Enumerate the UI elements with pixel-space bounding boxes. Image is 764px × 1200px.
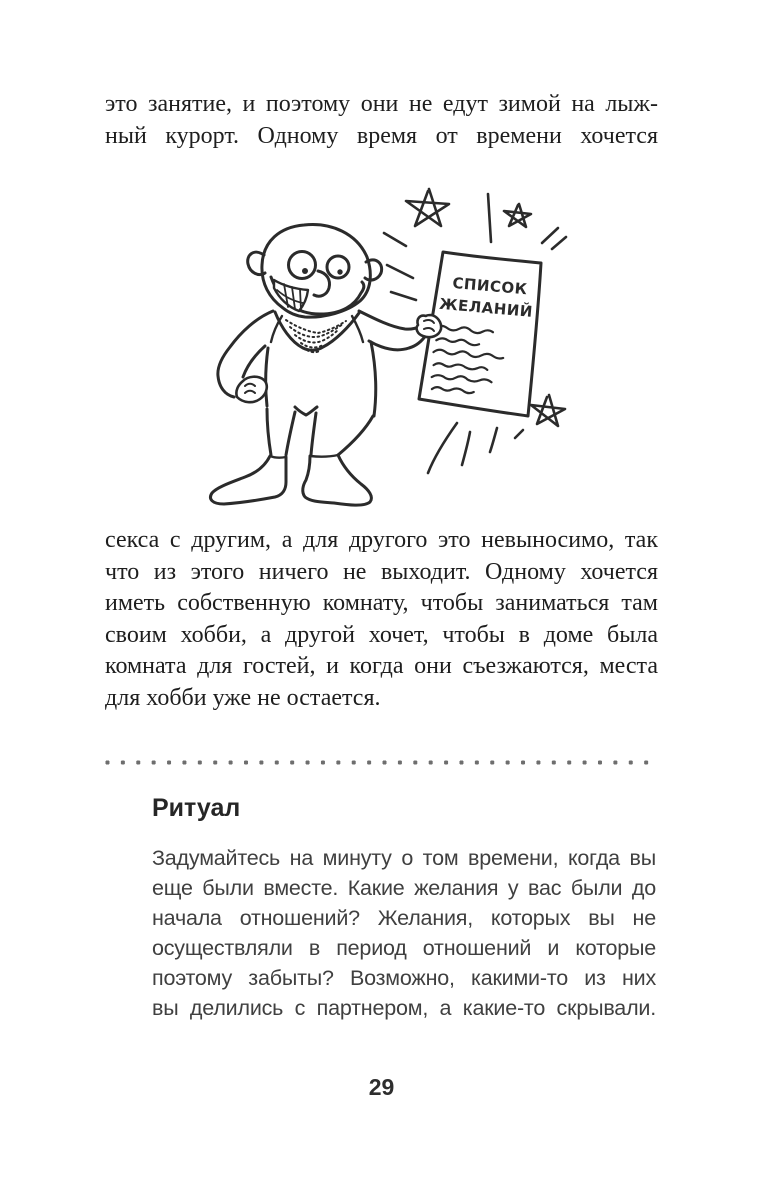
right-pupil (337, 269, 342, 274)
left-hand (236, 377, 266, 402)
ray (488, 194, 491, 242)
wish-list-illustration (185, 185, 620, 525)
text-line: иметь собственную комнату, чтобы заниматься там (105, 590, 658, 616)
text-line: для хобби уже не остается. (105, 684, 381, 711)
right-arm (369, 335, 426, 350)
ray (542, 228, 558, 243)
text-line: что из этого ничего не выходит. Одному хочется (105, 558, 658, 585)
star-icon (406, 189, 449, 226)
ritual-paragraph (152, 843, 656, 1023)
man-figure (211, 225, 442, 506)
ray (428, 423, 457, 473)
right-leg (338, 416, 373, 455)
ray (552, 237, 566, 249)
text-line: Задумайтесь на минуту о том времени, когда вы (152, 846, 656, 870)
text-line: своим хобби, а другой хочет, чтобы в доме была (105, 621, 658, 648)
text-line: вы делились с партнером, а какие-то скрывали. (152, 996, 656, 1020)
left-eye (289, 252, 316, 279)
left-arm (243, 346, 265, 377)
text-line: осуществляли в период отношений и которые (152, 936, 656, 960)
dotted-divider (105, 760, 658, 765)
left-boot (211, 456, 287, 504)
left-pupil (302, 268, 308, 274)
text-line: еще были вместе. Какие желания у вас были до (152, 876, 656, 900)
left-sock-line (270, 456, 286, 458)
singlet-strap (271, 316, 282, 342)
right-eye (327, 256, 349, 278)
right-sock-line (310, 455, 338, 457)
left-leg (286, 412, 295, 455)
text-line: поэтому забыты? Возможно, какими-то из них (152, 966, 656, 990)
sparkles-and-rays (384, 189, 566, 473)
star-icon (531, 395, 565, 426)
paragraph-middle (105, 525, 658, 714)
text-line: начала отношений? Желания, которых вы не (152, 906, 656, 930)
torso (266, 348, 268, 406)
text-line: ный курорт. Одному время от времени хочется (105, 122, 658, 149)
ray (515, 430, 523, 438)
right-boot (303, 455, 372, 505)
poster-title-line1: СПИСОК (451, 273, 529, 299)
wish-list-illustration-svg (185, 185, 620, 525)
text-line: секса с другим, а для другого это невыносимо, так (105, 527, 658, 553)
torso (371, 342, 376, 416)
ritual-section (152, 793, 656, 1023)
poster-title (439, 273, 536, 321)
right-hand (417, 315, 442, 337)
star-icon (504, 204, 531, 227)
singlet-strap (352, 316, 363, 342)
left-leg (267, 409, 271, 455)
crotch (295, 407, 317, 415)
ritual-heading: Ритуал (152, 794, 241, 822)
ray (384, 233, 406, 246)
ray (391, 292, 416, 300)
paragraph-top (105, 89, 658, 152)
poster-title-line2: ЖЕЛАНИЙ (438, 294, 534, 321)
text-line: комната для гостей, и когда они съезжаются, места (105, 653, 658, 679)
text-line: это занятие, и поэтому они не едут зимой на лыж- (105, 91, 658, 117)
page-number: 29 (368, 1074, 395, 1100)
right-leg (311, 413, 316, 455)
ray (462, 432, 470, 465)
ray (387, 265, 413, 278)
ray (490, 428, 497, 452)
scribble-lines (431, 325, 505, 395)
